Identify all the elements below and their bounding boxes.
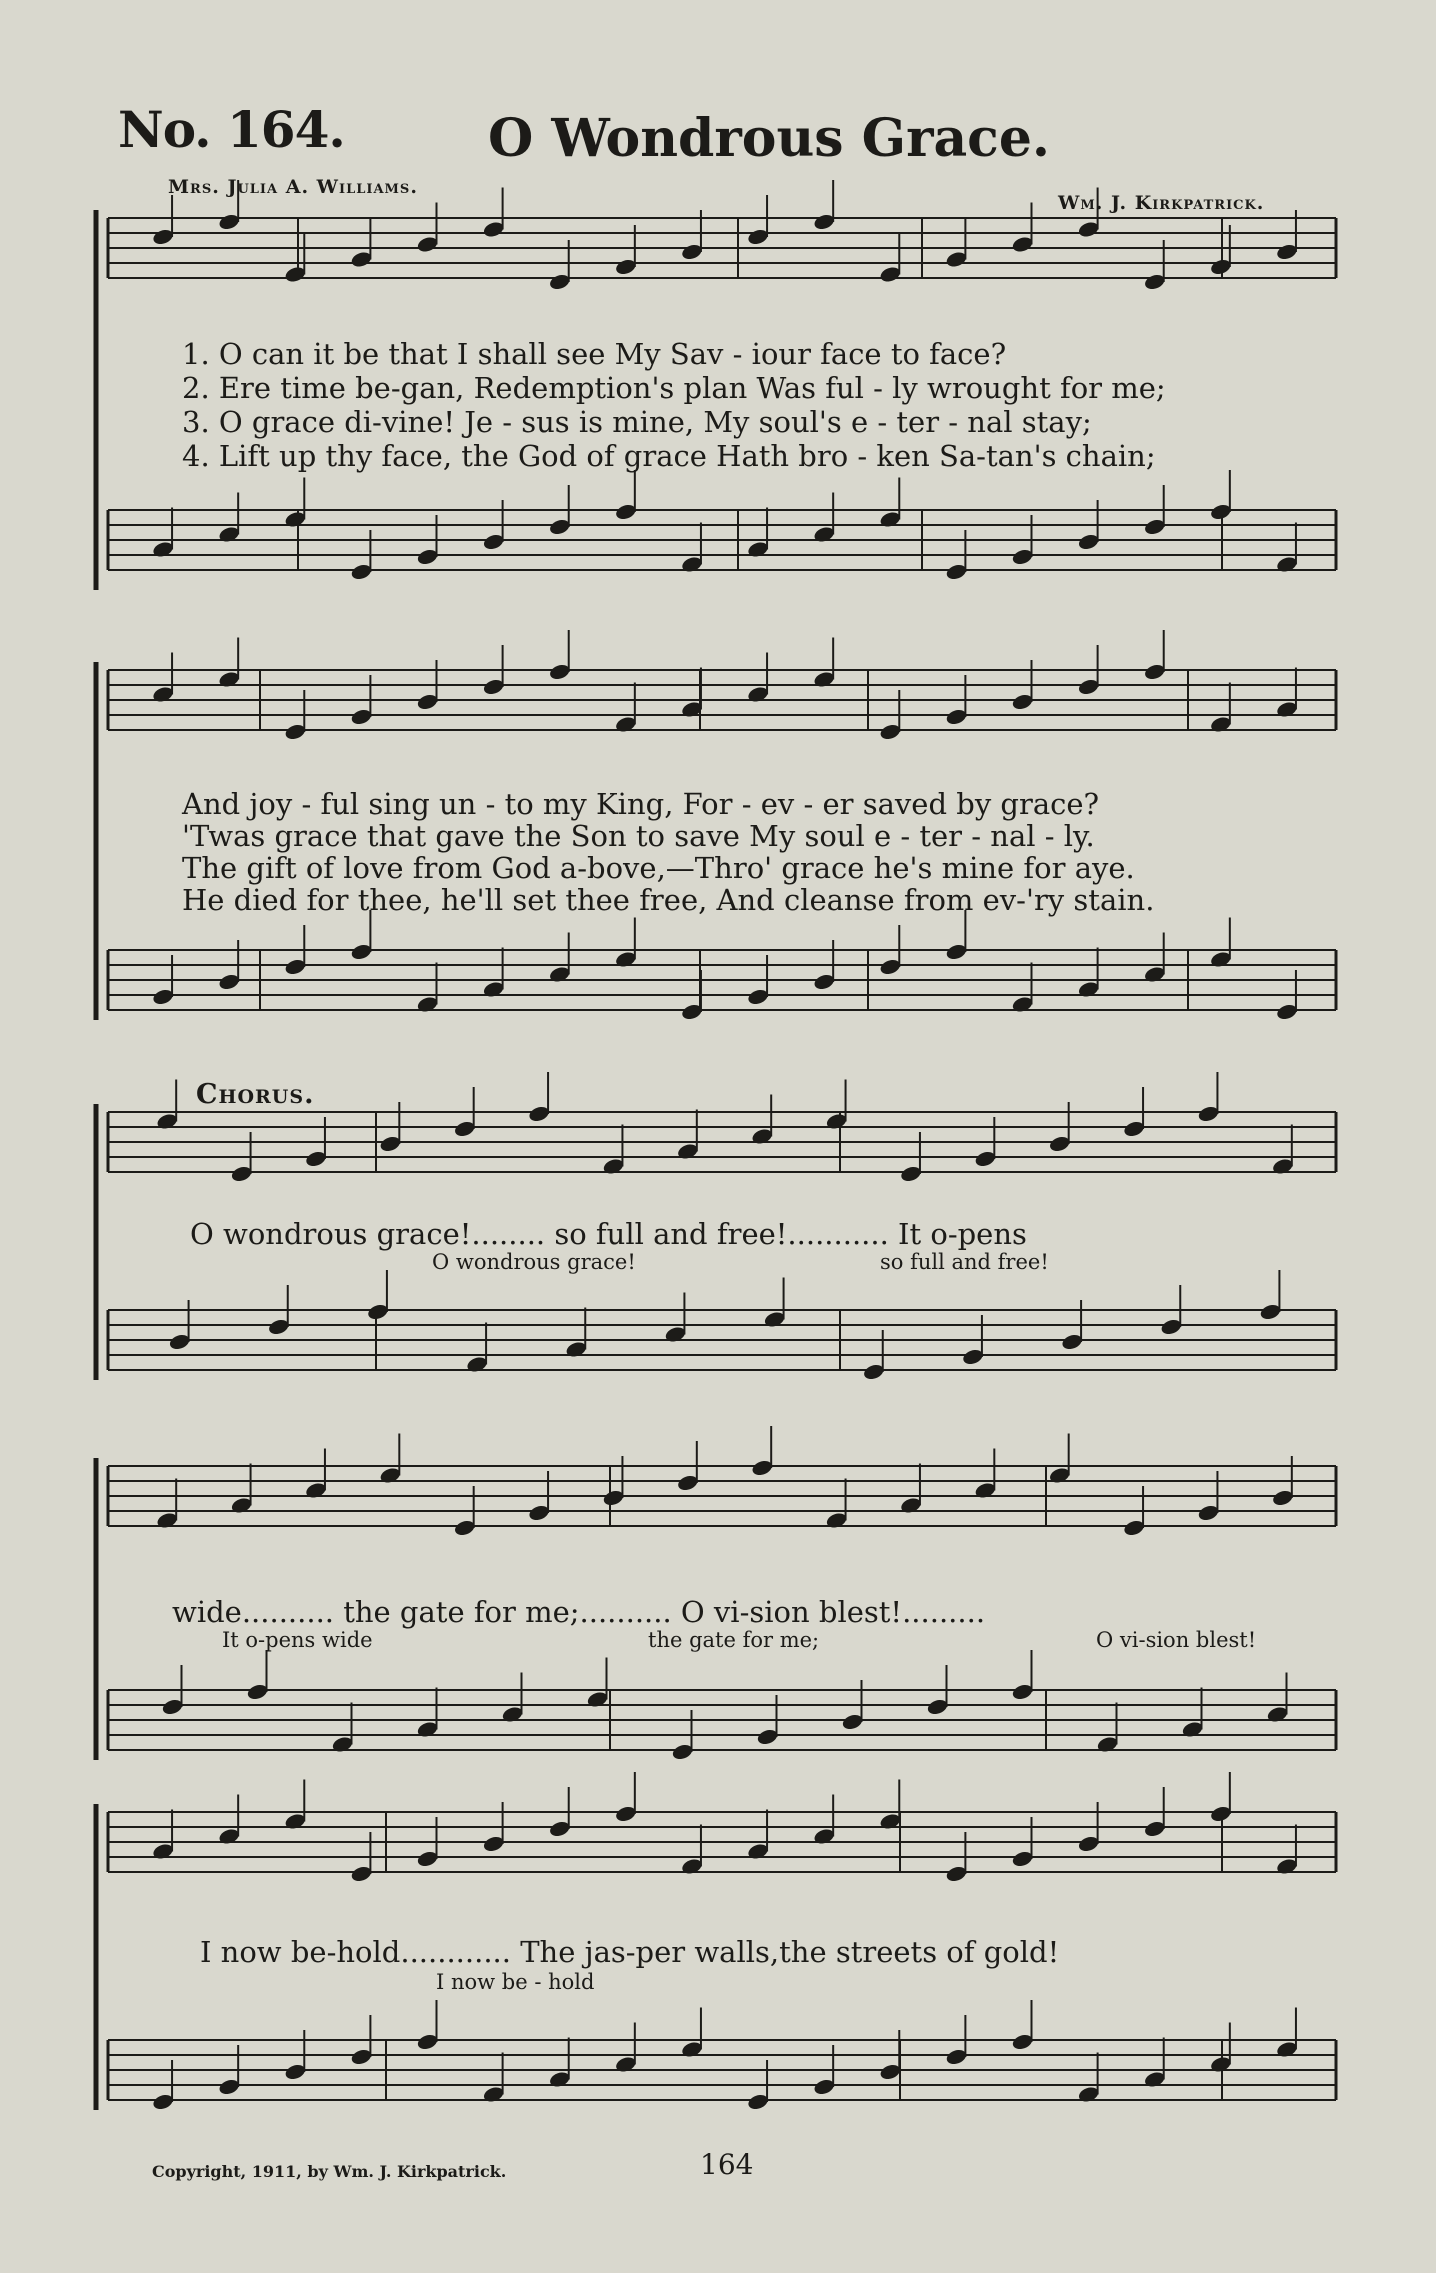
hymn-number: No. 164. [118, 100, 345, 159]
verse-line-2-4: He died for thee, he'll set thee free, And cleanse from ev-'ry stain. [182, 883, 1155, 917]
chorus-line-2: wide.......... the gate for me;.......... O vi-sion blest!......... [172, 1595, 986, 1629]
verse-line-1-3: 3. O grace di-vine! Je - sus is mine, My soul's e - ter - nal stay; [182, 405, 1092, 439]
page-number: 164 [700, 2148, 754, 2181]
chorus-bass-line-3: I now be - hold [436, 1970, 595, 1994]
chorus-bass-line-1a: O wondrous grace! [432, 1250, 636, 1274]
composer-credit: Wm. J. Kirkpatrick. [1058, 192, 1265, 214]
chorus-label: Chorus. [196, 1079, 315, 1110]
verse-line-2-1: And joy - ful sing un - to my King, For - ev - er saved by grace? [182, 787, 1100, 821]
chorus-bass-line-2c: O vi-sion blest! [1096, 1628, 1257, 1652]
verse-line-2-3: The gift of love from God a-bove,—Thro' grace he's mine for aye. [182, 851, 1135, 885]
chorus-bass-line-2b: the gate for me; [648, 1628, 820, 1652]
verse-line-1-1: 1. O can it be that I shall see My Sav - iour face to face? [182, 337, 1007, 371]
chorus-line-3: I now be-hold............ The jas-per walls,the streets of gold! [200, 1935, 1060, 1969]
chorus-line-1: O wondrous grace!........ so full and free!........... It o-pens [190, 1217, 1027, 1251]
lyricist-credit: Mrs. Julia A. Williams. [168, 176, 418, 198]
verse-line-1-2: 2. Ere time be-gan, Redemption's plan Was ful - ly wrought for me; [182, 371, 1166, 405]
verse-line-2-2: 'Twas grace that gave the Son to save My soul e - ter - nal - ly. [182, 819, 1095, 853]
verse-line-1-4: 4. Lift up thy face, the God of grace Hath bro - ken Sa-tan's chain; [182, 439, 1156, 473]
chorus-bass-line-2a: It o-pens wide [222, 1628, 373, 1652]
hymn-title: O Wondrous Grace. [488, 108, 1051, 169]
chorus-bass-line-1b: so full and free! [880, 1250, 1049, 1274]
copyright-notice: Copyright, 1911, by Wm. J. Kirkpatrick. [152, 2162, 507, 2181]
